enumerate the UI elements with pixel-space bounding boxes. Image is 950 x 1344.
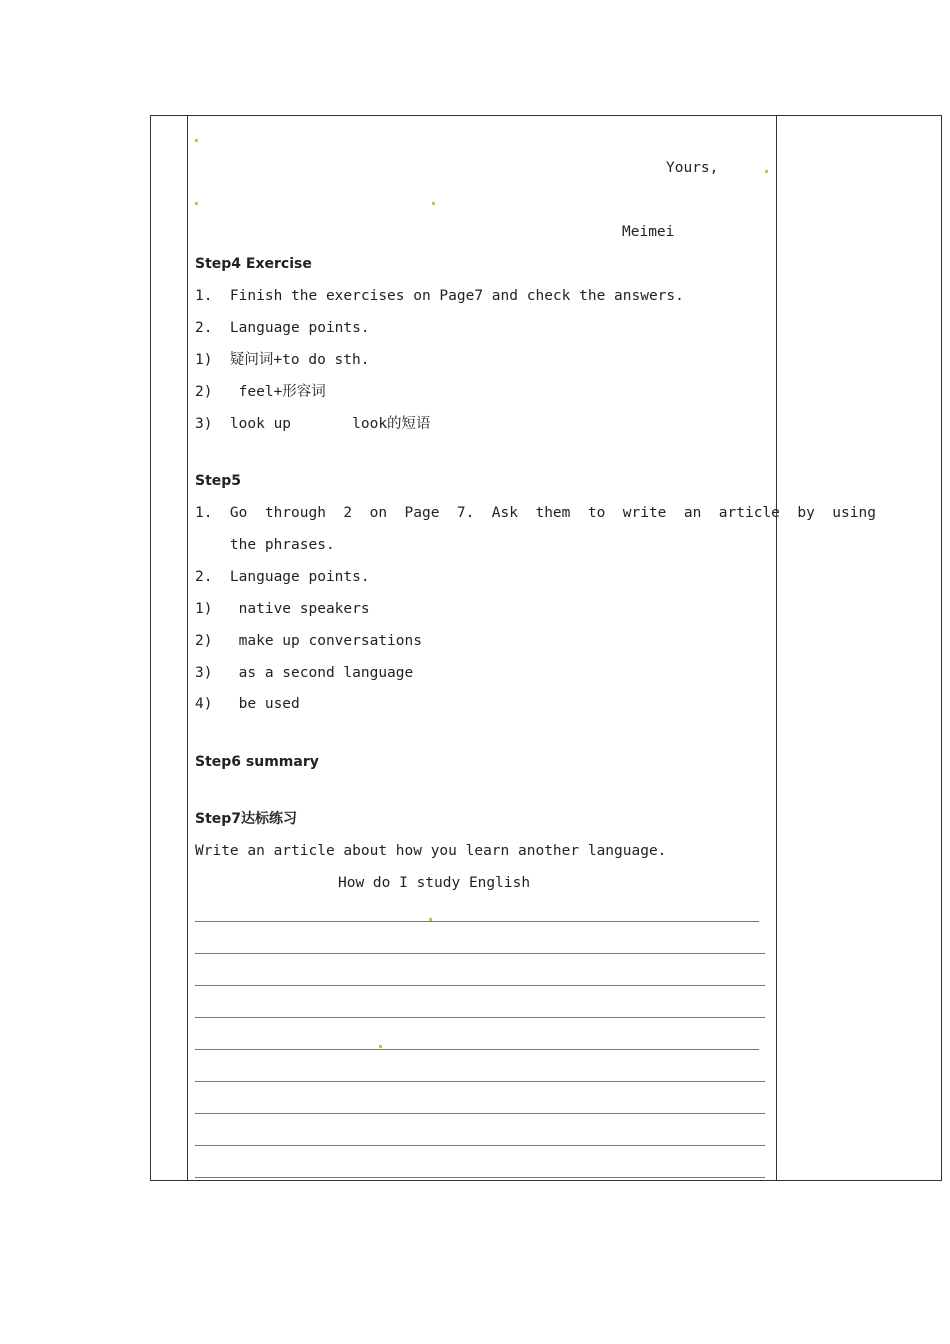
writing-line <box>195 1145 765 1146</box>
column-divider-left <box>187 116 188 1180</box>
decorative-dot <box>432 202 435 205</box>
step4-item-2: 2. Language points. <box>195 320 370 336</box>
letter-signature: Meimei <box>622 224 675 240</box>
step6-heading: Step6 summary <box>195 754 319 770</box>
letter-closing: Yours, <box>666 160 719 176</box>
writing-line <box>195 1177 765 1178</box>
step5-heading: Step5 <box>195 473 242 489</box>
step7-heading: Step7达标练习 <box>195 811 298 827</box>
decorative-dot <box>195 202 198 205</box>
writing-line <box>195 1017 765 1018</box>
decorative-dot <box>429 918 432 921</box>
writing-line <box>195 1049 759 1050</box>
decorative-dot <box>195 139 198 142</box>
step5-item-1: 1. Go through 2 on Page 7. Ask them to write an article by using <box>195 505 876 521</box>
writing-line <box>195 953 765 954</box>
writing-line <box>195 1113 765 1114</box>
step5-point-2: 2) make up conversations <box>195 633 422 649</box>
writing-line <box>195 1081 765 1082</box>
step4-point-2: 2) feel+形容词 <box>195 384 326 400</box>
column-divider-right <box>776 116 777 1180</box>
decorative-dot <box>765 170 768 173</box>
decorative-dot <box>379 1045 382 1048</box>
step5-item-2: 2. Language points. <box>195 569 370 585</box>
essay-title: How do I study English <box>338 875 531 891</box>
writing-line <box>195 985 765 986</box>
writing-line <box>195 921 759 922</box>
step4-point-3: 3) look up look的短语 <box>195 416 431 432</box>
step4-point-1: 1) 疑问词+to do sth. <box>195 352 370 368</box>
step5-point-3: 3) as a second language <box>195 665 414 681</box>
step5-point-4: 4) be used <box>195 696 300 712</box>
step7-instruction: Write an article about how you learn another language. <box>195 843 667 859</box>
step5-point-1: 1) native speakers <box>195 601 370 617</box>
step4-item-1: 1. Finish the exercises on Page7 and check the answers. <box>195 288 684 304</box>
step5-item-1-cont: the phrases. <box>195 537 335 553</box>
step4-heading: Step4 Exercise <box>195 256 312 272</box>
